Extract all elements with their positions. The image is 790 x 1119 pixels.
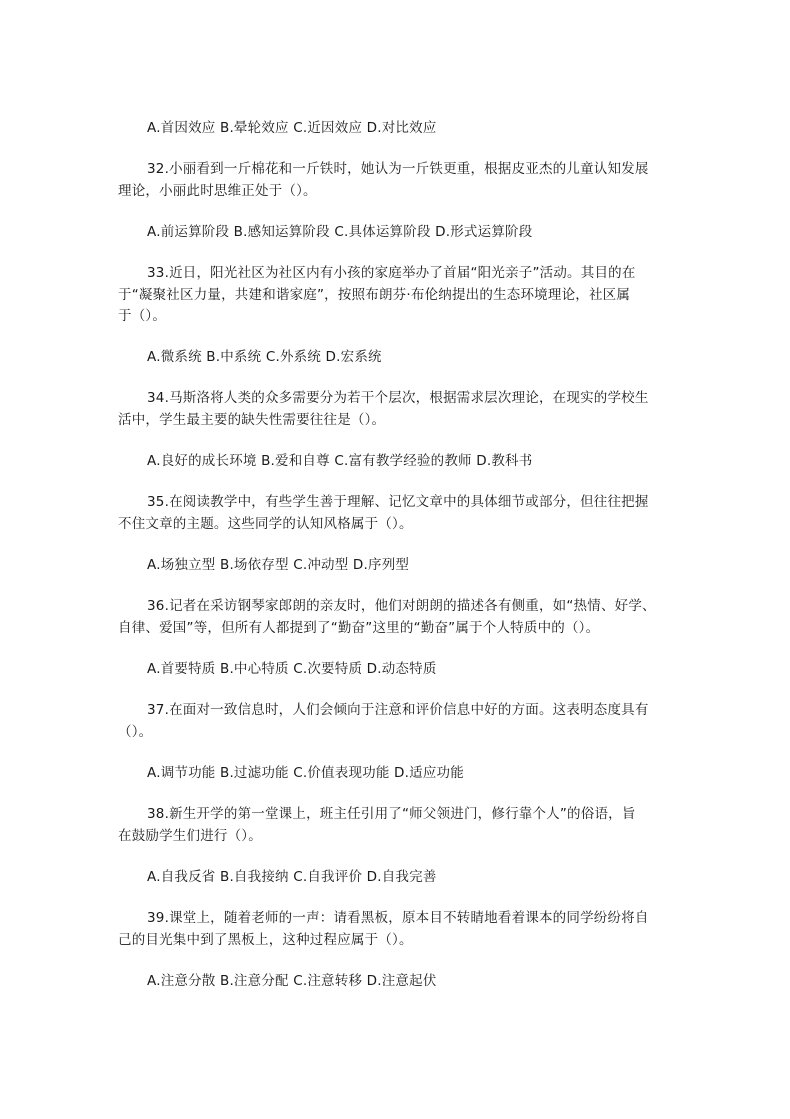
question-34-line-2: 活中，学生最主要的缺失性需要往往是（）。 — [118, 412, 386, 428]
question-32-line-2: 理论，小丽此时思维正处于（）。 — [118, 183, 317, 199]
options-36: A.首要特质 B.中心特质 C.次要特质 D.动态特质 — [147, 661, 437, 677]
question-36-line-1: 36.记者在采访钢琴家郎朗的亲友时，他们对朗朗的描述各有侧重，如“热情、好学、 — [147, 598, 656, 614]
options-39: A.注意分散 B.注意分配 C.注意转移 D.注意起伏 — [147, 973, 437, 989]
question-37-line-2: （）。 — [118, 724, 153, 740]
options-33: A.微系统 B.中系统 C.外系统 D.宏系统 — [147, 349, 382, 365]
options-37: A.调节功能 B.过滤功能 C.价值表现功能 D.适应功能 — [147, 765, 464, 781]
question-33-line-2: 于“凝聚社区力量，共建和谐家庭”，按照布朗芬·布伦纳提出的生态环境理论，社区属 — [118, 287, 631, 303]
question-38-line-1: 38.新生开学的第一堂课上，班主任引用了“师父领进门，修行靠个人”的俗语，旨 — [147, 806, 636, 822]
question-39-line-1: 39.课堂上，随着老师的一声：请看黑板，原本目不转睛地看着课本的同学纷纷将自 — [147, 910, 649, 926]
question-33-line-3: 于（）。 — [118, 308, 167, 324]
question-36-line-2: 自律、爱国”等，但所有人都提到了“勤奋”这里的“勤奋”属于个人特质中的（）。 — [118, 620, 600, 636]
question-37-line-1: 37.在面对一致信息时，人们会倾向于注意和评价信息中好的方面。这表明态度具有 — [147, 702, 649, 718]
question-35-line-2: 不住文章的主题。这些同学的认知风格属于（）。 — [118, 516, 413, 532]
options-35: A.场独立型 B.场依存型 C.冲动型 D.序列型 — [147, 557, 410, 573]
options-34: A.良好的成长环境 B.爱和自尊 C.富有教学经验的教师 D.教科书 — [147, 453, 533, 469]
question-33-line-1: 33.近日，阳光社区为社区内有小孩的家庭举办了首届“阳光亲子”活动。其目的在 — [147, 265, 636, 281]
options-38: A.自我反省 B.自我接纳 C.自我评价 D.自我完善 — [147, 869, 437, 885]
options-31: A.首因效应 B.晕轮效应 C.近因效应 D.对比效应 — [147, 120, 437, 136]
question-38-line-2: 在鼓励学生们进行（）。 — [118, 828, 262, 844]
question-35-line-1: 35.在阅读教学中，有些学生善于理解、记忆文章中的具体细节或部分，但往往把握 — [147, 494, 649, 510]
options-32: A.前运算阶段 B.感知运算阶段 C.具体运算阶段 D.形式运算阶段 — [147, 224, 533, 240]
question-32-line-1: 32.小丽看到一斤棉花和一斤铁时，她认为一斤铁更重，根据皮亚杰的儿童认知发展 — [147, 161, 649, 177]
question-39-line-2: 己的目光集中到了黑板上，这种过程应属于（）。 — [118, 932, 413, 948]
question-34-line-1: 34.马斯洛将人类的众多需要分为若干个层次，根据需求层次理论，在现实的学校生 — [147, 390, 649, 406]
